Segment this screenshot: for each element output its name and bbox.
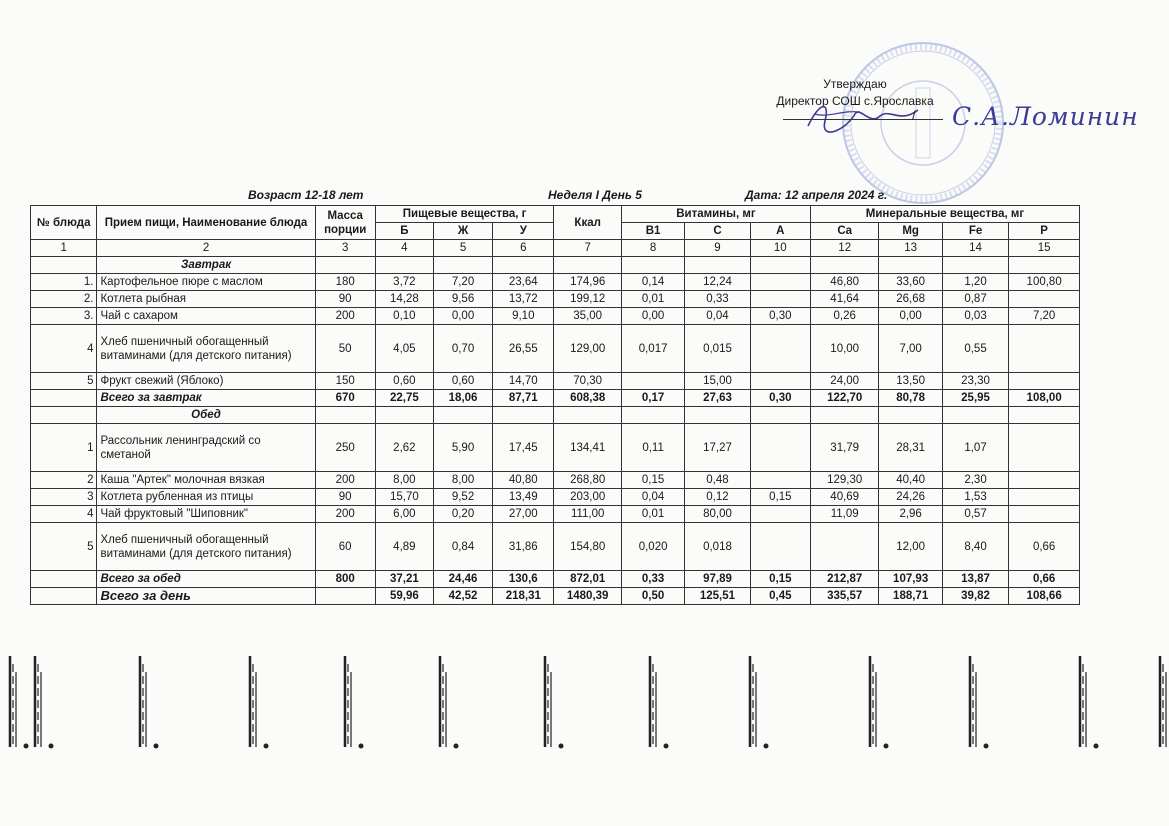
table-cell: 0,17: [621, 390, 684, 407]
table-cell: 0,00: [621, 308, 684, 325]
table-cell: 9: [685, 240, 750, 257]
table-cell: 5,90: [433, 424, 492, 472]
table-cell: [621, 373, 684, 390]
table-cell: 3.: [31, 308, 97, 325]
table-cell: 10,00: [810, 325, 879, 373]
table-cell: 0,60: [433, 373, 492, 390]
table-cell: 180: [315, 274, 375, 291]
table-cell: 23,64: [493, 274, 554, 291]
table-row: [31, 506, 1080, 523]
table-cell: Фрукт свежий (Яблоко): [97, 373, 315, 390]
table-cell: 59,96: [375, 588, 433, 605]
table-row: [31, 291, 1080, 308]
week-caption: Неделя I День 5: [548, 188, 642, 202]
table-cell: 80,78: [879, 390, 942, 407]
header-a: А: [750, 223, 810, 240]
table-cell: 0,57: [942, 506, 1008, 523]
table-cell: 108,66: [1009, 588, 1080, 605]
scan-mark-dot: [664, 744, 669, 749]
table-cell: [750, 291, 810, 308]
scan-mark-dot: [559, 744, 564, 749]
total-row: [31, 588, 1080, 605]
table-cell: 0,66: [1009, 523, 1080, 571]
table-cell: 268,80: [554, 472, 622, 489]
table-cell: 2,30: [942, 472, 1008, 489]
table-cell: 199,12: [554, 291, 622, 308]
table-cell: [750, 325, 810, 373]
table-cell: [1009, 424, 1080, 472]
section-row: [31, 407, 1080, 424]
table-cell: 9,52: [433, 489, 492, 506]
header-p: P: [1009, 223, 1080, 240]
table-cell: 0,01: [621, 291, 684, 308]
table-cell: 4,05: [375, 325, 433, 373]
table-cell: 200: [315, 308, 375, 325]
header-zh: Ж: [433, 223, 492, 240]
table-cell: 0,14: [621, 274, 684, 291]
header-c: С: [685, 223, 750, 240]
table-cell: 87,71: [493, 390, 554, 407]
table-cell: 0,00: [879, 308, 942, 325]
table-cell: 3: [31, 489, 97, 506]
table-cell: 0,020: [621, 523, 684, 571]
table-cell: 0,04: [685, 308, 750, 325]
table-row: [31, 523, 1080, 571]
table-cell: 0,45: [750, 588, 810, 605]
table-cell: 10: [750, 240, 810, 257]
table-cell: Обед: [97, 407, 315, 424]
table-cell: 2,62: [375, 424, 433, 472]
table-cell: 0,55: [942, 325, 1008, 373]
table-cell: 12: [810, 240, 879, 257]
table-cell: Каша "Артек" молочная вязкая: [97, 472, 315, 489]
table-cell: 90: [315, 291, 375, 308]
table-cell: Чай с сахаром: [97, 308, 315, 325]
table-cell: Котлета рубленная из птицы: [97, 489, 315, 506]
scan-mark-dot: [454, 744, 459, 749]
header-num: № блюда: [31, 206, 97, 240]
table-cell: 5: [31, 373, 97, 390]
table-cell: 31,79: [810, 424, 879, 472]
table-cell: 35,00: [554, 308, 622, 325]
table-cell: 8,40: [942, 523, 1008, 571]
header-b: Б: [375, 223, 433, 240]
table-cell: 13,87: [942, 571, 1008, 588]
table-cell: Картофельное пюре с маслом: [97, 274, 315, 291]
table-cell: 13,72: [493, 291, 554, 308]
table-cell: [750, 472, 810, 489]
table-cell: 200: [315, 472, 375, 489]
table-cell: 40,80: [493, 472, 554, 489]
table-cell: Всего за обед: [97, 571, 315, 588]
table-cell: 7,20: [433, 274, 492, 291]
table-cell: [1009, 506, 1080, 523]
signature-slash: /: [912, 108, 916, 123]
table-cell: Всего за завтрак: [97, 390, 315, 407]
table-cell: 212,87: [810, 571, 879, 588]
header-fe: Fe: [942, 223, 1008, 240]
table-cell: 4,89: [375, 523, 433, 571]
signature-name: С.А.Ломинин: [952, 102, 1139, 131]
table-cell: 0,33: [685, 291, 750, 308]
table-cell: 0,11: [621, 424, 684, 472]
table-cell: Котлета рыбная: [97, 291, 315, 308]
table-cell: Рассольник ленинградский со сметаной: [97, 424, 315, 472]
table-row: [31, 424, 1080, 472]
header-kcal: Ккал: [554, 206, 622, 240]
table-cell: 7: [554, 240, 622, 257]
table-cell: 24,00: [810, 373, 879, 390]
table-row: [31, 308, 1080, 325]
table-cell: [810, 523, 879, 571]
index-row: [31, 240, 1080, 257]
table-cell: 218,31: [493, 588, 554, 605]
table-cell: 4: [375, 240, 433, 257]
table-cell: 27,63: [685, 390, 750, 407]
table-cell: [315, 588, 375, 605]
table-cell: Завтрак: [97, 257, 315, 274]
header-mg: Mg: [879, 223, 942, 240]
table-cell: 800: [315, 571, 375, 588]
total-row: [31, 390, 1080, 407]
table-cell: 111,00: [554, 506, 622, 523]
table-cell: 15,70: [375, 489, 433, 506]
header-mass: Масса порции: [315, 206, 375, 240]
table-cell: 129,30: [810, 472, 879, 489]
table-cell: 80,00: [685, 506, 750, 523]
table-cell: 125,51: [685, 588, 750, 605]
table-cell: 5: [31, 523, 97, 571]
table-row: [31, 472, 1080, 489]
table-cell: 0,48: [685, 472, 750, 489]
table-cell: [1009, 489, 1080, 506]
table-cell: 15: [1009, 240, 1080, 257]
table-cell: 11,09: [810, 506, 879, 523]
table-cell: 0,15: [750, 571, 810, 588]
table-cell: 70,30: [554, 373, 622, 390]
table-cell: 1,07: [942, 424, 1008, 472]
table-cell: 31,86: [493, 523, 554, 571]
table-cell: 23,30: [942, 373, 1008, 390]
table-cell: 1.: [31, 274, 97, 291]
table-cell: 6: [493, 240, 554, 257]
table-cell: 13: [879, 240, 942, 257]
table-cell: 0,87: [942, 291, 1008, 308]
table-cell: [750, 424, 810, 472]
table-cell: 15,00: [685, 373, 750, 390]
table-cell: 40,69: [810, 489, 879, 506]
menu-table: [30, 205, 1080, 605]
table-cell: 40,40: [879, 472, 942, 489]
scan-marks: [0, 652, 1169, 762]
table-cell: 0,10: [375, 308, 433, 325]
table-cell: 14: [942, 240, 1008, 257]
table-cell: Всего за день: [97, 588, 315, 605]
table-cell: 42,52: [433, 588, 492, 605]
table-cell: 100,80: [1009, 274, 1080, 291]
header-minerals: Минеральные вещества, мг: [810, 206, 1079, 223]
header-ca: Ca: [810, 223, 879, 240]
table-cell: 203,00: [554, 489, 622, 506]
table-row: [31, 489, 1080, 506]
table-cell: 0,50: [621, 588, 684, 605]
table-cell: 0,70: [433, 325, 492, 373]
table-cell: 2: [31, 472, 97, 489]
table-cell: 2,96: [879, 506, 942, 523]
table-cell: Чай фруктовый "Шиповник": [97, 506, 315, 523]
table-cell: [1009, 325, 1080, 373]
table-cell: 8,00: [433, 472, 492, 489]
table-row: [31, 274, 1080, 291]
table-cell: 2.: [31, 291, 97, 308]
section-row: [31, 257, 1080, 274]
table-cell: 7,00: [879, 325, 942, 373]
table-cell: 17,27: [685, 424, 750, 472]
table-cell: 0,30: [750, 390, 810, 407]
table-cell: 150: [315, 373, 375, 390]
table-cell: 0,60: [375, 373, 433, 390]
table-cell: 0,12: [685, 489, 750, 506]
table-cell: 7,20: [1009, 308, 1080, 325]
table-cell: 154,80: [554, 523, 622, 571]
handwritten-signature: [800, 96, 930, 140]
table-cell: 12,00: [879, 523, 942, 571]
table-cell: 0,017: [621, 325, 684, 373]
header-name: Прием пищи, Наименование блюда: [97, 206, 315, 240]
table-cell: 0,26: [810, 308, 879, 325]
header-vitamins: Витамины, мг: [621, 206, 810, 223]
table-cell: 0,018: [685, 523, 750, 571]
table-cell: 130,6: [493, 571, 554, 588]
approval-title: Утверждаю: [823, 77, 887, 91]
total-row: [31, 571, 1080, 588]
table-cell: 335,57: [810, 588, 879, 605]
table-cell: 129,00: [554, 325, 622, 373]
signature-line: [783, 119, 943, 120]
approval-director: Директор СОШ с.Ярославка: [776, 94, 934, 108]
table-cell: 97,89: [685, 571, 750, 588]
table-cell: 46,80: [810, 274, 879, 291]
scan-mark-dot: [884, 744, 889, 749]
table-cell: 41,64: [810, 291, 879, 308]
table-cell: 39,82: [942, 588, 1008, 605]
scan-mark-dot: [984, 744, 989, 749]
table-cell: Хлеб пшеничный обогащенный витаминами (для детского питания): [97, 523, 315, 571]
table-cell: 250: [315, 424, 375, 472]
table-cell: [1009, 291, 1080, 308]
table-cell: 50: [315, 325, 375, 373]
table-cell: 8,00: [375, 472, 433, 489]
table-cell: [750, 523, 810, 571]
age-caption: Возраст 12-18 лет: [248, 188, 364, 202]
table-cell: 24,46: [433, 571, 492, 588]
table-cell: [750, 373, 810, 390]
table-cell: 0,015: [685, 325, 750, 373]
scan-mark-dot: [264, 744, 269, 749]
table-cell: 28,31: [879, 424, 942, 472]
table-cell: 18,06: [433, 390, 492, 407]
scan-mark-dot: [154, 744, 159, 749]
table-cell: 200: [315, 506, 375, 523]
table-cell: 25,95: [942, 390, 1008, 407]
table-cell: 8: [621, 240, 684, 257]
header-b1: В1: [621, 223, 684, 240]
table-cell: 0,00: [433, 308, 492, 325]
date-caption: Дата: 12 апреля 2024 г.: [745, 188, 888, 202]
table-cell: [1009, 373, 1080, 390]
table-row: [31, 373, 1080, 390]
table-cell: 872,01: [554, 571, 622, 588]
table-cell: 4: [31, 506, 97, 523]
table-cell: 26,55: [493, 325, 554, 373]
scan-mark-dot: [24, 744, 29, 749]
table-cell: 24,26: [879, 489, 942, 506]
table-cell: 1: [31, 240, 97, 257]
table-cell: 0,03: [942, 308, 1008, 325]
table-cell: 12,24: [685, 274, 750, 291]
table-cell: 14,28: [375, 291, 433, 308]
table-cell: 0,33: [621, 571, 684, 588]
table-cell: 0,04: [621, 489, 684, 506]
scan-mark-dot: [49, 744, 54, 749]
table-cell: 3,72: [375, 274, 433, 291]
table-cell: 13,49: [493, 489, 554, 506]
table-cell: 22,75: [375, 390, 433, 407]
table-cell: 0,66: [1009, 571, 1080, 588]
table-cell: 9,56: [433, 291, 492, 308]
table-cell: 107,93: [879, 571, 942, 588]
table-cell: 122,70: [810, 390, 879, 407]
scan-mark-dot: [764, 744, 769, 749]
scan-mark-dot: [1094, 744, 1099, 749]
table-cell: 4: [31, 325, 97, 373]
table-cell: 0,84: [433, 523, 492, 571]
header-u: У: [493, 223, 554, 240]
table-cell: [1009, 472, 1080, 489]
table-cell: 0,15: [750, 489, 810, 506]
table-cell: 1,53: [942, 489, 1008, 506]
table-cell: 670: [315, 390, 375, 407]
table-cell: [750, 506, 810, 523]
table-cell: 6,00: [375, 506, 433, 523]
table-cell: 608,38: [554, 390, 622, 407]
table-cell: 0,01: [621, 506, 684, 523]
table-cell: [750, 274, 810, 291]
table-cell: 90: [315, 489, 375, 506]
table-cell: 5: [433, 240, 492, 257]
table-cell: 60: [315, 523, 375, 571]
table-cell: 188,71: [879, 588, 942, 605]
table-cell: 1: [31, 424, 97, 472]
table-cell: 14,70: [493, 373, 554, 390]
scan-mark-dot: [359, 744, 364, 749]
table-cell: 174,96: [554, 274, 622, 291]
table-cell: 2: [97, 240, 315, 257]
table-cell: 17,45: [493, 424, 554, 472]
table-cell: 134,41: [554, 424, 622, 472]
table-row: [31, 325, 1080, 373]
header-nutrients: Пищевые вещества, г: [375, 206, 554, 223]
table-cell: 0,30: [750, 308, 810, 325]
table-cell: 0,15: [621, 472, 684, 489]
table-cell: 26,68: [879, 291, 942, 308]
table-cell: 33,60: [879, 274, 942, 291]
table-cell: 27,00: [493, 506, 554, 523]
table-cell: 108,00: [1009, 390, 1080, 407]
table-cell: Хлеб пшеничный обогащенный витаминами (для детского питания): [97, 325, 315, 373]
table-cell: 13,50: [879, 373, 942, 390]
table-cell: 1,20: [942, 274, 1008, 291]
table-cell: 0,20: [433, 506, 492, 523]
table-cell: 9,10: [493, 308, 554, 325]
table-cell: 3: [315, 240, 375, 257]
table-cell: 37,21: [375, 571, 433, 588]
table-cell: 1480,39: [554, 588, 622, 605]
